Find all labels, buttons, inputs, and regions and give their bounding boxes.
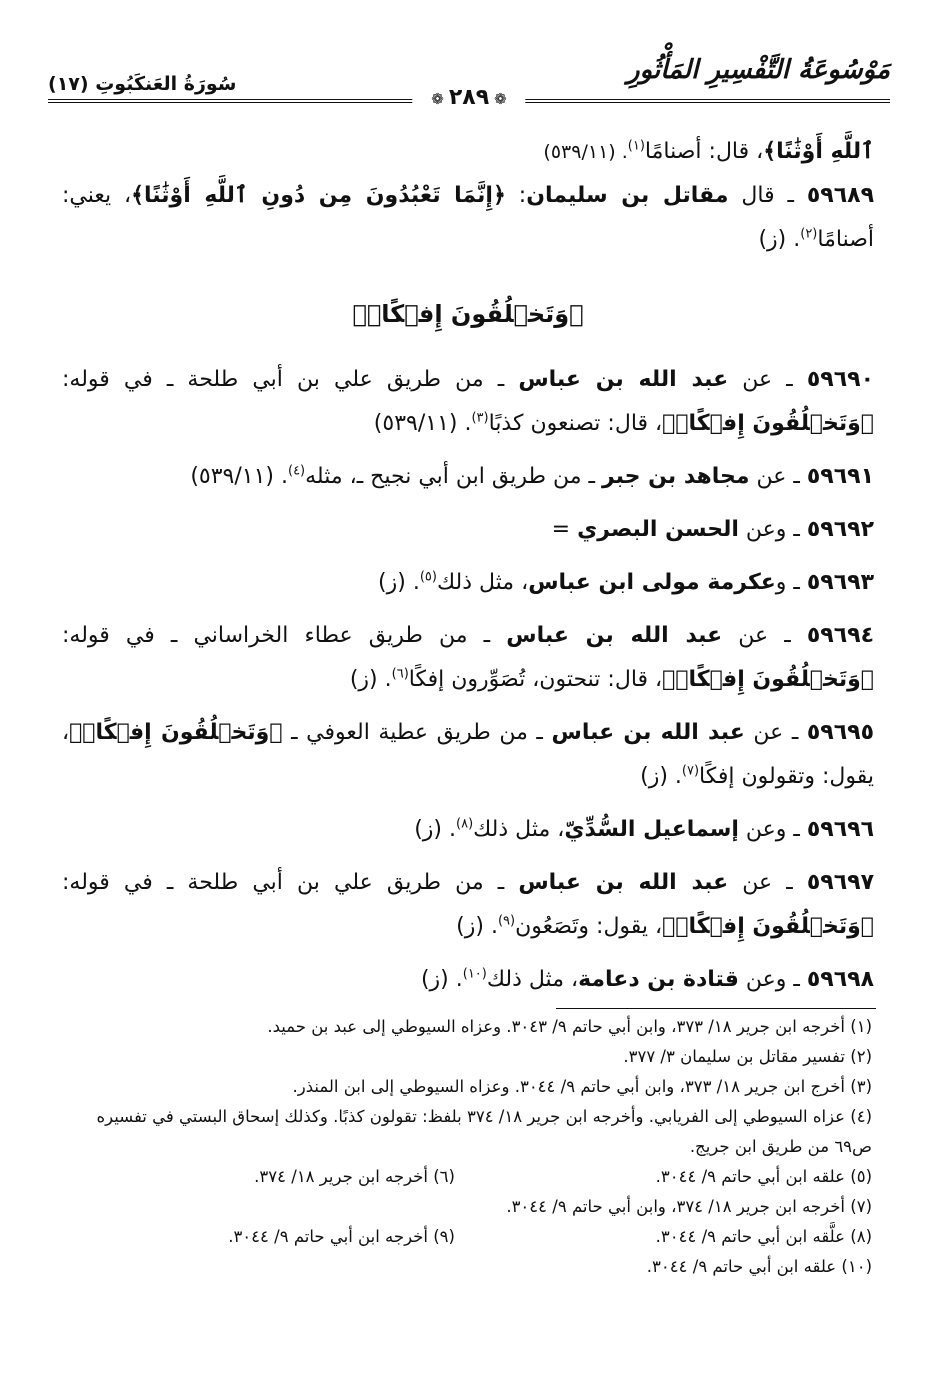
- footnote-separator: [556, 1008, 876, 1009]
- narrator-name: مجاهد بن جبر: [601, 464, 750, 489]
- narration-text: ـ من طريق علي بن أبي طلحة ـ في قوله:: [62, 367, 519, 392]
- footnote-row: [70, 1222, 872, 1252]
- narration-text: ـ عن: [749, 464, 807, 489]
- narration-text: ـ وعن: [738, 517, 807, 542]
- narration-text: ـ عن: [722, 623, 807, 648]
- narration-list: [62, 358, 874, 1002]
- footnotes: [70, 1012, 872, 1282]
- surah-title: سُورَةُ العَنكَبُوتِ (١٧): [48, 73, 237, 95]
- footnote-marker: (١٠): [462, 966, 487, 982]
- main-text: [62, 130, 874, 1011]
- page-number-box: [412, 85, 525, 110]
- quran-text: ﴿وَتَخۡلُقُونَ إِفۡكًاۚ﴾: [69, 720, 283, 745]
- footnote-marker: (٤): [287, 463, 306, 479]
- narration-entry: [62, 614, 874, 702]
- narration-text: . (٥٣٩/١١): [190, 464, 288, 489]
- narrator-name: إسماعيل السُّدِّيّ: [564, 817, 739, 842]
- footnote: (٥) علقه ابن أبي حاتم ٩/ ٣٠٤٤.: [655, 1167, 872, 1186]
- footnote-row: [70, 1162, 872, 1192]
- quran-text: ﴿إِنَّمَا تَعْبُدُونَ مِن دُونِ ٱللَّهِ أَوْثَٰنًا﴾: [131, 183, 506, 208]
- narration-number: ٥٩٦٩٤: [806, 623, 874, 648]
- narrator-name: الحسن البصري: [577, 517, 739, 542]
- narration-number: ٥٩٦٩٥: [806, 720, 874, 745]
- narration-entry: [62, 958, 874, 1002]
- footnote-marker: (١): [627, 138, 645, 154]
- narration-text: ـ عن: [744, 720, 807, 745]
- narration-text: . (ز): [640, 764, 682, 789]
- narration-text: ، قال: تصنعون كذبًا: [488, 411, 663, 436]
- narration-text: ، يعني: أصنامًا: [62, 183, 874, 252]
- narration-number: ٥٩٦٩٣: [806, 570, 874, 595]
- page-number: ٢٨٩: [448, 85, 490, 110]
- narrator-name: عبد الله بن عباس: [506, 623, 723, 648]
- narration-number: ٥٩٦٩٠: [806, 367, 874, 392]
- footnote: (٣) أخرج ابن جرير ١٨/ ٣٧٣، وابن أبي حاتم ٩/ ٣٠٤٤. وعزاه السيوطي إلى ابن المنذر.: [292, 1077, 872, 1096]
- footnote-marker: (٢): [800, 226, 818, 242]
- footnote-marker: (٩): [497, 913, 516, 929]
- footnote: (٩) أخرجه ابن أبي حاتم ٩/ ٣٠٤٤.: [228, 1227, 455, 1246]
- quran-text: ﴿وَتَخۡلُقُونَ إِفۡكًاۚ﴾: [662, 914, 874, 939]
- narration-text: :: [505, 183, 527, 208]
- narrator-name: عكرمة مولى ابن عباس: [528, 570, 776, 595]
- footnote: (٨) علَّقه ابن أبي حاتم ٩/ ٣٠٤٤.: [655, 1227, 872, 1246]
- section-heading: ﴿وَتَخۡلُقُونَ إِفۡكًاۚ﴾: [352, 300, 584, 328]
- narrator-name: عبد الله بن عباس: [551, 720, 745, 745]
- narration-number: ٥٩٦٨٩: [806, 183, 875, 208]
- series-title: مَوْسُوعَةُ التَّفْسِيرِ المَأْثُورِ: [627, 55, 890, 85]
- ornament-icon: ❁: [431, 90, 444, 108]
- narration-text: . (ز): [349, 667, 392, 692]
- narration-text: ـ قال: [728, 183, 807, 208]
- narration-text: ـ من طريق عطاء الخراساني ـ في قوله:: [62, 623, 507, 648]
- footnote-marker: (٥): [419, 569, 437, 585]
- narration-text: ، يقول: وتَصَعُون: [515, 914, 663, 939]
- narration-number: ٥٩٦٩١: [806, 464, 874, 489]
- narration-text: ـ و: [775, 570, 807, 595]
- narration-text: =: [551, 517, 578, 542]
- footnote: (٦) أخرجه ابن جرير ١٨/ ٣٧٤.: [254, 1167, 455, 1186]
- page-header: [48, 55, 890, 110]
- footnote: (٧) أخرجه ابن جرير ١٨/ ٣٧٤، وابن أبي حاتم ٩/ ٣٠٤٤.: [506, 1197, 872, 1216]
- narration-number: ٥٩٦٩٦: [806, 817, 874, 842]
- narration-text: ـ عن: [728, 367, 807, 392]
- narration-text: ، يقول: وتقولون إفكًا: [62, 720, 874, 789]
- narrator-name: مقاتل بن سليمان: [526, 183, 729, 208]
- ornament-icon: ❁: [494, 90, 507, 108]
- narration-text: . (ز): [758, 227, 801, 252]
- footnote-marker: (٨): [456, 816, 474, 832]
- narration-text: ، مثل ذلك: [436, 570, 529, 595]
- footnote: (٢) تفسير مقاتل بن سليمان ٣/ ٣٧٧.: [623, 1047, 872, 1066]
- narration-text: . (ز): [378, 570, 420, 595]
- narration-entry: [62, 455, 874, 499]
- narration-text: . (ز): [414, 817, 456, 842]
- footnote-marker: (٣): [471, 410, 489, 426]
- narration-number: ٥٩٦٩٨: [806, 967, 874, 992]
- footnote-marker: (٦): [391, 666, 409, 682]
- narration-text: ـ عن: [728, 870, 807, 895]
- footnote-marker: (٧): [681, 763, 700, 779]
- quran-text: ﴿وَتَخۡلُقُونَ إِفۡكًاۚ﴾: [662, 411, 874, 436]
- narration-text: ، قال: أصنامًا: [644, 139, 764, 164]
- narration-text: ، مثل ذلك: [473, 817, 565, 842]
- narration-entry: [62, 808, 874, 852]
- narration-entry: [62, 174, 874, 262]
- quran-text: ﴿وَتَخۡلُقُونَ إِفۡكًاۚ﴾: [662, 667, 874, 692]
- narration-number: ٥٩٦٩٢: [806, 517, 874, 542]
- narration-entry: [62, 508, 874, 552]
- narration-entry: [62, 711, 874, 799]
- footnote: (٤) عزاه السيوطي إلى الفريابي. وأخرجه ابن جرير ١٨/ ٣٧٤ بلفظ: تقولون كذبًا. وكذلك إسحاق البستي في تفسيره ص٦٩ من طريق ابن جريج.: [96, 1107, 872, 1156]
- narration-text: ـ من طريق علي بن أبي طلحة ـ في قوله:: [62, 870, 519, 895]
- narration-text: ـ من طريق عطية العوفي ـ: [282, 720, 552, 745]
- narration-number: ٥٩٦٩٧: [806, 870, 874, 895]
- narrator-name: عبد الله بن عباس: [518, 870, 729, 895]
- narration-entry: [62, 861, 874, 949]
- quran-text: ٱللَّهِ أَوْثَٰنًا﴾: [763, 139, 874, 164]
- narration-entry: [62, 358, 874, 446]
- narration-text: ـ من طريق ابن أبي نجيح ـ، مثله: [305, 464, 602, 489]
- footnote: (١) أخرجه ابن جرير ١٨/ ٣٧٣، وابن أبي حاتم ٩/ ٣٠٤٣. وعزاه السيوطي إلى عبد بن حميد.: [267, 1017, 872, 1036]
- opening-line: [62, 130, 874, 174]
- footnote: (١٠) علقه ابن أبي حاتم ٩/ ٣٠٤٤.: [646, 1257, 872, 1276]
- narration-text: ـ وعن: [738, 817, 807, 842]
- narrator-name: قتادة بن دعامة: [578, 967, 739, 992]
- narration-text: ـ وعن: [738, 967, 807, 992]
- narration-text: ، مثل ذلك: [486, 967, 579, 992]
- narration-text: . (٥٣٩/١١): [373, 411, 472, 436]
- narration-text: ، قال: تنحتون، تُصَوِّرون إفكًا: [408, 667, 663, 692]
- reference: . (٥٣٩/١١): [543, 141, 628, 163]
- narration-text: . (ز): [456, 914, 498, 939]
- narration-entry: [62, 561, 874, 605]
- narrator-name: عبد الله بن عباس: [518, 367, 729, 392]
- narration-text: . (ز): [420, 967, 463, 992]
